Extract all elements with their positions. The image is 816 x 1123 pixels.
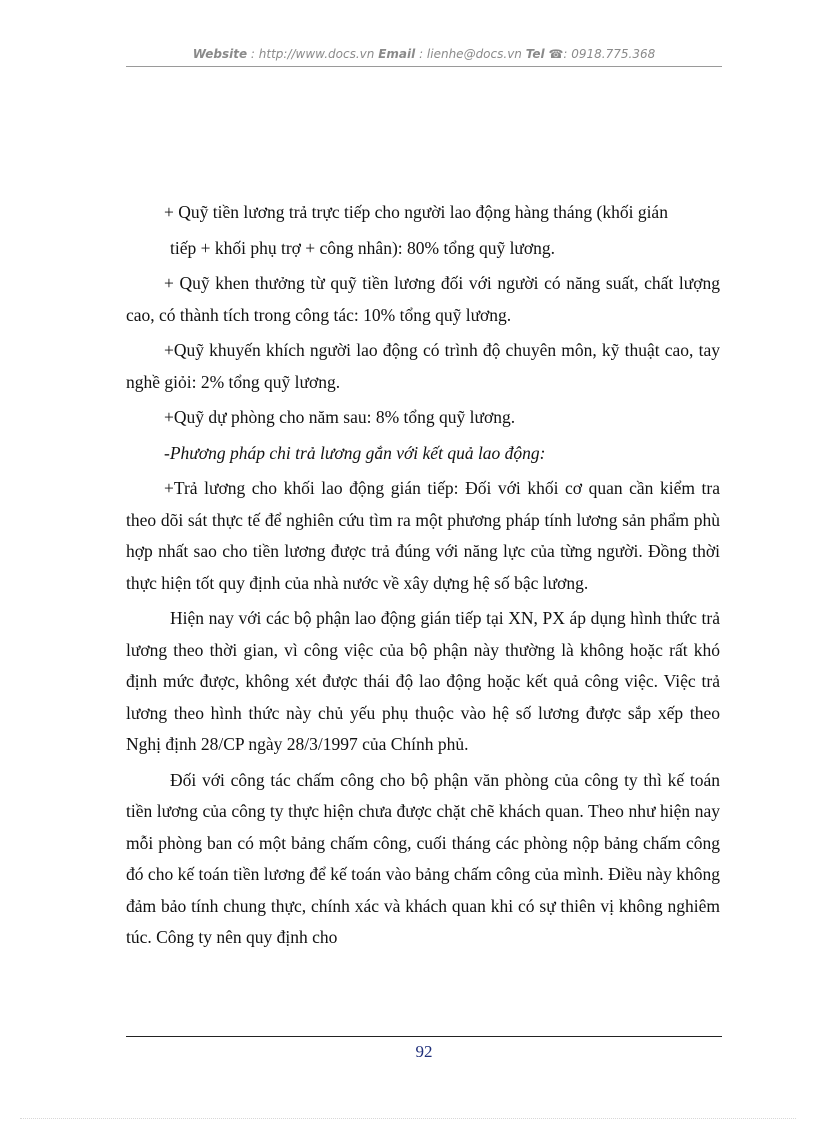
document-body — [126, 197, 720, 958]
email-value: : lienhe@docs.vn — [419, 47, 522, 61]
website-value: : http://www.docs.vn — [250, 47, 375, 61]
email-label: Email — [378, 47, 416, 61]
paragraph-reserve-fund: +Quỹ dự phòng cho năm sau: 8% tổng quỹ lương. — [164, 407, 516, 427]
paragraph-indirect-labor: +Trả lương cho khối lao động gián tiếp: Đối với khối cơ quan cần kiểm tra theo dõi sát thực tế để nghiên cứu tìm ra một phương pháp tính lương sản phẩm phù hợp nhất sao cho tiền lương được trả đúng với năng lực của từng người. Đồng thời thực hiện tốt quy định của nhà nước về xây dựng hệ số bậc lương. — [126, 478, 720, 593]
paragraph-bonus-fund: + Quỹ khen thưởng từ quỹ tiền lương đối với người có năng suất, chất lượng cao, có thành tích trong công tác: 10% tổng quỹ lương. — [126, 273, 720, 325]
tel-value: ☎: 0918.775.368 — [548, 47, 656, 61]
page-edge-dotted-line — [20, 1118, 796, 1119]
footer-divider — [126, 1036, 722, 1037]
paragraph-timekeeping: Đối với công tác chấm công cho bộ phận văn phòng của công ty thì kế toán tiền lương của công ty thực hiện chưa được chặt chẽ khách quan. Theo như hiện nay mỗi phòng ban có một bảng chấm công, cuối tháng các phòng nộp bảng chấm công đó cho kế toán tiền lương để kế toán vào bảng chấm công của mình. Điều này không đảm bảo tính chung thực, chính xác và khách quan khi có sự thiên vị không nghiêm túc. Công ty nên quy định cho — [126, 769, 720, 947]
tel-label: Tel — [525, 47, 545, 61]
paragraph-current-practice: Hiện nay với các bộ phận lao động gián tiếp tại XN, PX áp dụng hình thức trả lương theo thời gian, vì công việc của bộ phận này thường là không hoặc rất khó định mức được, không xét được thái độ lao động hoặc kết quả công việc. Việc trả lương theo hình thức này chủ yếu phụ thuộc vào hệ số lương được sắp xếp theo Nghị định 28/CP ngày 28/3/1997 của Chính phủ. — [126, 608, 720, 754]
paragraph-salary-fund-direct: + Quỹ tiền lương trả trực tiếp cho người lao động hàng tháng (khối gián — [164, 202, 668, 222]
header-divider — [126, 66, 722, 67]
paragraph-encouragement-fund: +Quỹ khuyến khích người lao động có trình độ chuyên môn, kỹ thuật cao, tay nghề giỏi: 2% tổng quỹ lương. — [126, 340, 720, 392]
page-number: 92 — [415, 1042, 433, 1061]
paragraph-salary-fund-direct-cont: tiếp + khối phụ trợ + công nhân): 80% tổng quỹ lương. — [170, 237, 556, 258]
paragraph-payment-method-heading: -Phương pháp chi trả lương gắn với kết quả lao động: — [164, 442, 546, 463]
website-label: Website — [192, 47, 248, 61]
page-header — [126, 47, 722, 61]
